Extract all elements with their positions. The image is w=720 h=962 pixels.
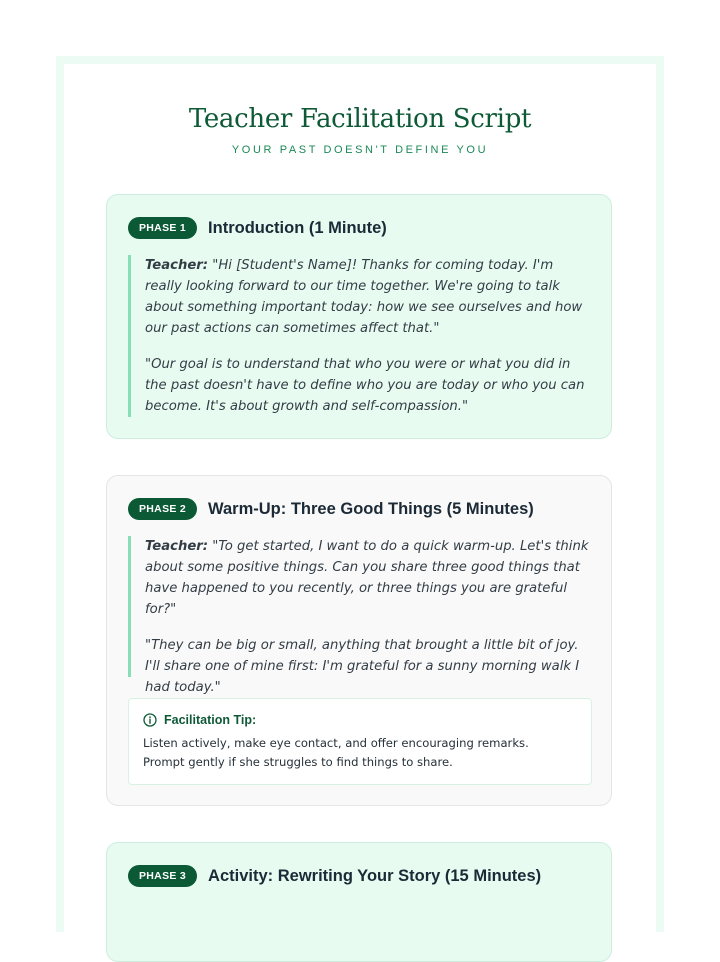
quote-paragraph: "They can be big or small, anything that brought a little bit of joy. I'll share one of mine first: I'm grateful for a sunny morning walk I had today." (145, 638, 580, 695)
document-title: Teacher Facilitation Script (188, 104, 532, 134)
quote-paragraph (145, 536, 592, 620)
phase-2-header (128, 498, 534, 520)
teacher-quote (128, 255, 592, 417)
phase-badge: PHASE 3 (128, 865, 197, 887)
tip-label: Facilitation Tip: (164, 713, 257, 727)
phase-3-card (106, 842, 612, 962)
quote-text: "Hi [Student's Name]! Thanks for coming today. I'm really looking forward to our time together. We're going to talk about something important today: how we see ourselves and how our past actions can sometimes affect that." (145, 258, 583, 336)
speaker-label: Teacher: (145, 539, 209, 554)
phase-badge: PHASE 1 (128, 217, 197, 239)
teacher-quote (128, 536, 592, 695)
speaker-label: Teacher: (145, 258, 209, 273)
phase-1-header (128, 217, 387, 239)
quote-paragraph: "Our goal is to understand that who you were or what you did in the past doesn't have to define who you are today or who you can become. It's about growth and self-compassion." (145, 357, 585, 414)
tip-text: Listen actively, make eye contact, and offer encouraging remarks. Prompt gently if she struggles to find things to share. (143, 736, 529, 769)
facilitation-tip (128, 698, 592, 785)
phase-title: Activity: Rewriting Your Story (15 Minutes) (208, 866, 542, 885)
phase-title: Introduction (1 Minute) (208, 218, 387, 237)
phase-2-card (106, 475, 612, 806)
quote-paragraph (145, 255, 592, 339)
document-subtitle: YOUR PAST DOESN'T DEFINE YOU (231, 144, 489, 156)
quote-text: "To get started, I want to do a quick warm-up. Let's think about some positive things. Can you share three good things that have happened to you recently, or three things you are grateful for?" (145, 539, 589, 617)
phase-1-card (106, 194, 612, 439)
phase-3-header (128, 865, 541, 887)
phase-title: Warm-Up: Three Good Things (5 Minutes) (208, 499, 534, 518)
tip-header (143, 713, 256, 727)
phase-badge: PHASE 2 (128, 498, 197, 520)
info-icon (143, 713, 157, 727)
